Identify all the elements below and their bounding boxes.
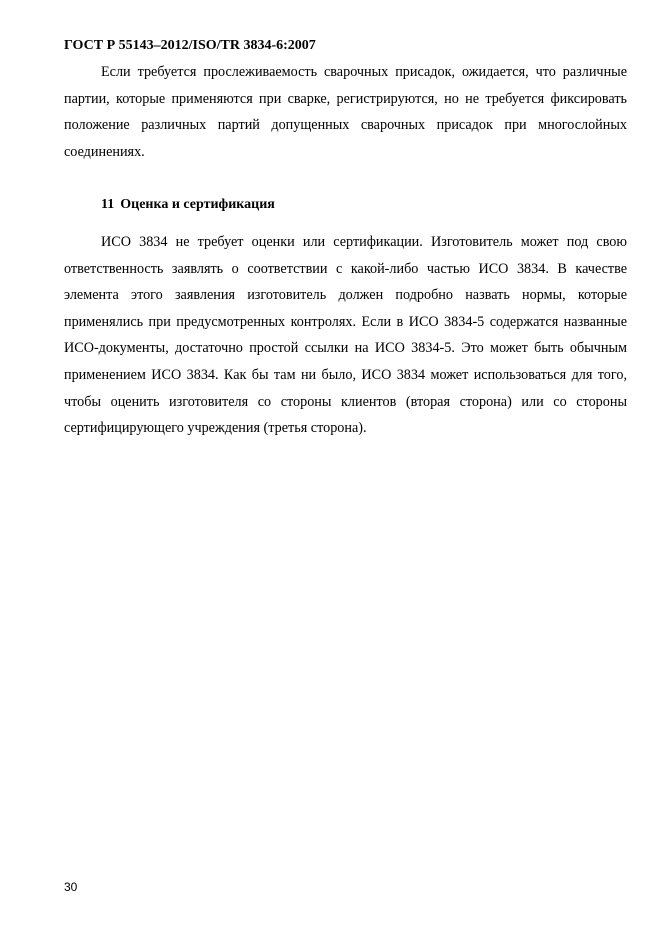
section-body-paragraph: ИСО 3834 не требует оценки или сертификации. Изготовитель может под свою ответственность заявлять о соответствии с какой-либо частью ИСО 3834. В качестве элемента этого заявления изготовитель должен подробно назвать нормы, которые применялись при предусмотренных контролях. Если в ИСО 3834-5 содержатся названные ИСО-документы, достаточно простой ссылки на ИСО 3834-5. Это может быть обычным применением ИСО 3834. Как бы там ни было, ИСО 3834 может использоваться для того, чтобы оценить изготовителя со стороны клиентов (вторая сторона) или со стороны сертифицирующего учреждения (третья сторона). [64, 234, 627, 437]
page-number: 30 [64, 880, 78, 894]
section-number: 11 [101, 197, 115, 212]
section-heading [101, 197, 275, 213]
document-header: ГОСТ Р 55143–2012/ISO/TR 3834-6:2007 [64, 38, 316, 53]
intro-paragraph: Если требуется прослеживаемость сварочных присадок, ожидается, что различные партии, которые применяются при сварке, регистрируются, но не требуется фиксировать положение различных партий допущенных сварочных присадок при многослойных соединениях. [64, 64, 627, 160]
section-title: Оценка и сертификация [120, 197, 275, 212]
